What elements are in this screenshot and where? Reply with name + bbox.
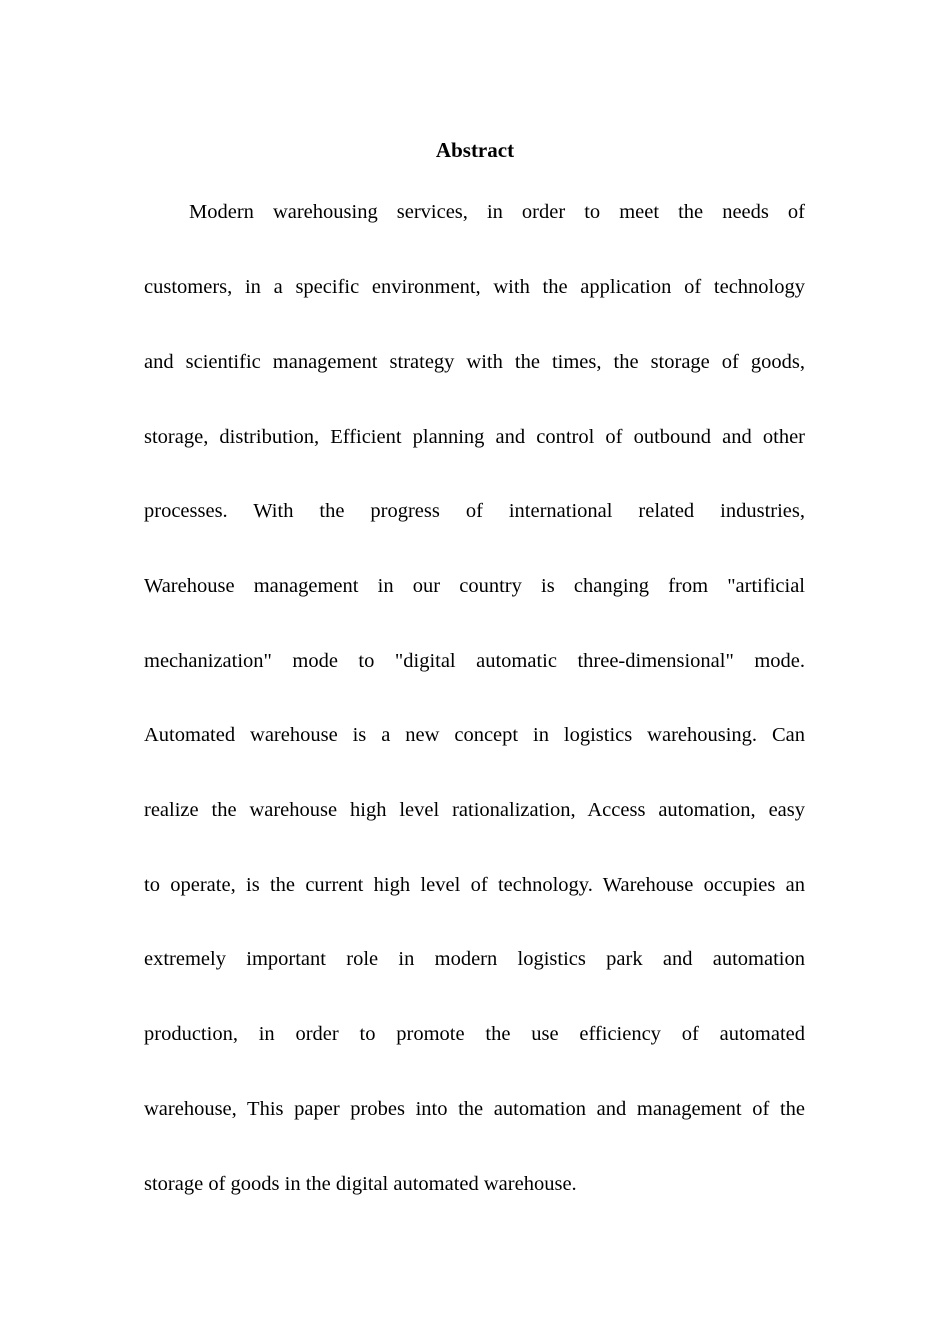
abstract-title: Abstract bbox=[435, 138, 515, 162]
paragraph-line: realize the warehouse high level rationalization, Access automation, easy bbox=[144, 799, 805, 821]
paragraph-line: to operate, is the current high level of technology. Warehouse occupies an bbox=[144, 874, 805, 896]
paragraph-line: Automated warehouse is a new concept in logistics warehousing. Can bbox=[144, 724, 805, 746]
paragraph-line: extremely important role in modern logistics park and automation bbox=[144, 948, 805, 970]
paragraph-line: warehouse, This paper probes into the automation and management of the bbox=[144, 1098, 805, 1120]
paragraph-line: production, in order to promote the use efficiency of automated bbox=[144, 1023, 805, 1045]
paragraph-line: Warehouse management in our country is changing from "artificial bbox=[144, 575, 805, 597]
paragraph-line: processes. With the progress of international related industries, bbox=[144, 500, 805, 522]
paragraph-line: storage, distribution, Efficient planning and control of outbound and other bbox=[144, 426, 805, 448]
paragraph-line: customers, in a specific environment, with the application of technology bbox=[144, 276, 805, 298]
paragraph-line: mechanization" mode to "digital automatic three-dimensional" mode. bbox=[144, 650, 805, 672]
paragraph-line: and scientific management strategy with the times, the storage of goods, bbox=[144, 351, 805, 373]
paragraph-line: Modern warehousing services, in order to meet the needs of bbox=[189, 201, 805, 223]
paragraph-line: storage of goods in the digital automated warehouse. bbox=[144, 1173, 577, 1195]
